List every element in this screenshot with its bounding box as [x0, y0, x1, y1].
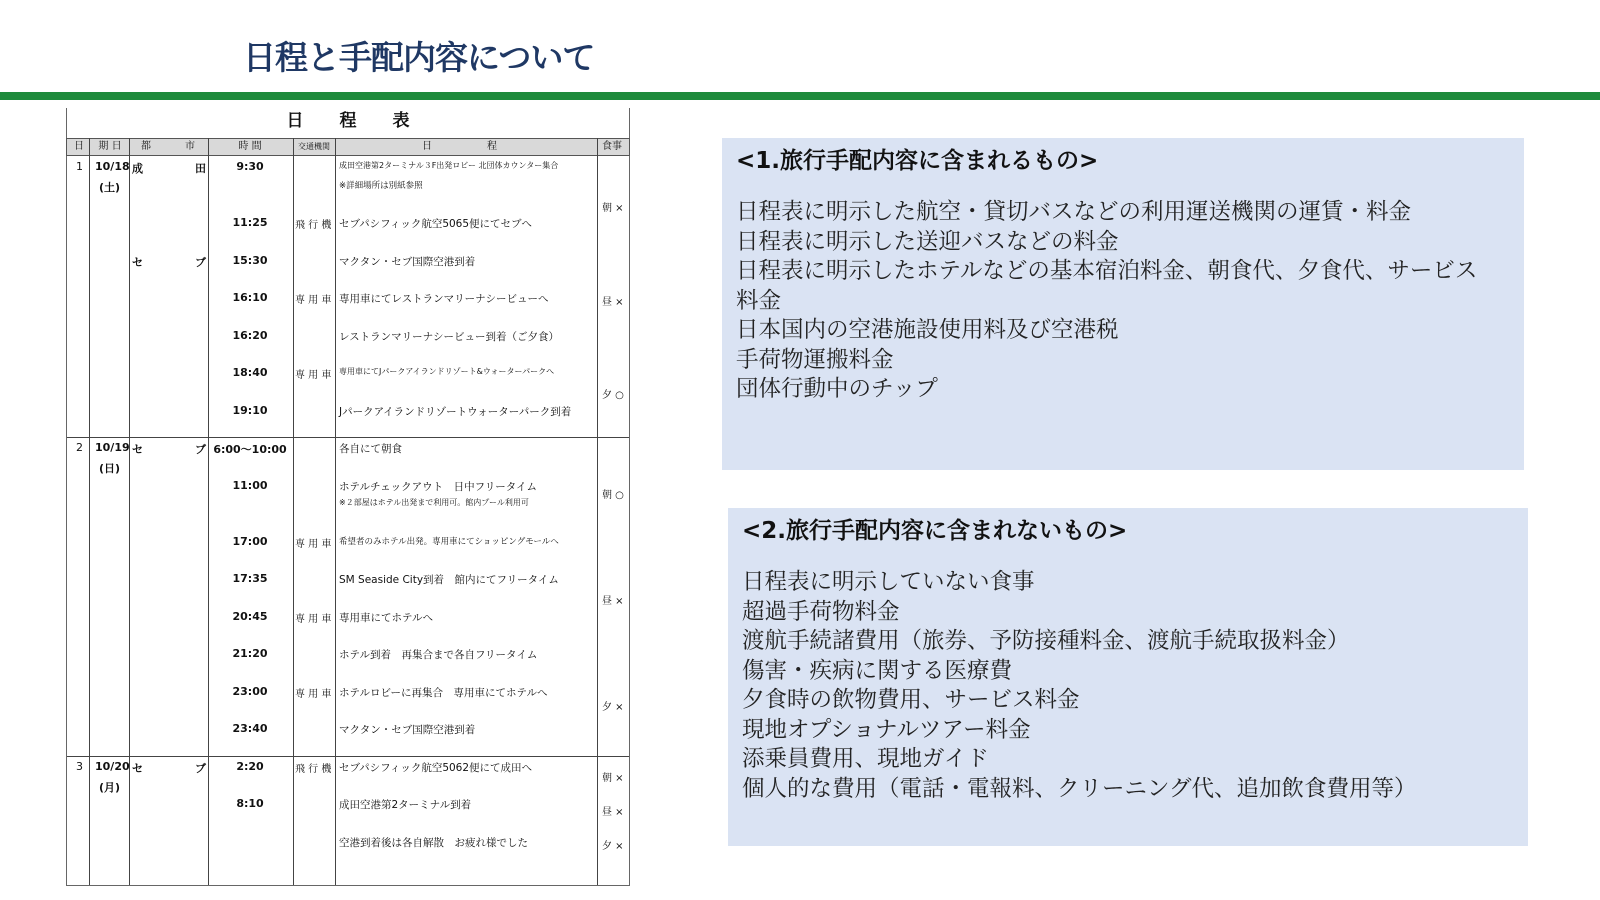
- day-divider: [67, 756, 629, 757]
- excluded-box: [728, 508, 1528, 846]
- excluded-item: 個人的な費用（電話・電報料、クリーニング代、追加飲食費用等）: [742, 775, 1417, 802]
- row-schedule-text: 成田空港第2ターミナル３F出発ロビー 北団体カウンター集合: [339, 161, 559, 170]
- row-city: ブ: [195, 443, 206, 456]
- row-time: 19:10: [232, 403, 268, 417]
- row-time: 8:10: [236, 797, 264, 810]
- row-transport: 飛 行 機: [295, 763, 332, 775]
- excluded-item: 現地オプショナルツアー料金: [742, 716, 1031, 743]
- excluded-list: [742, 568, 1417, 804]
- row-transport: 専 用 車: [295, 370, 332, 381]
- page-title: 日程と手配内容について: [243, 38, 595, 77]
- day-weekday: (土): [99, 181, 121, 194]
- included-item: 日本国内の空港施設使用料及び空港税: [736, 317, 1119, 343]
- col-divider: [293, 138, 294, 885]
- row-time: 2:20: [236, 759, 264, 773]
- excluded-item: 超過手荷物料金: [742, 598, 900, 625]
- row-transport: 専 用 車: [295, 295, 332, 306]
- row-time: 16:10: [232, 291, 268, 304]
- included-item: 日程表に明示したホテルなどの基本宿泊料金、朝食代、夕食代、サービス料金: [736, 258, 1478, 314]
- day-date: 10/20: [95, 759, 130, 773]
- row-time: 6:00～10:00: [213, 443, 287, 456]
- row-schedule-text: セブパシフィック航空5062便にて成田へ: [339, 761, 533, 774]
- meal-indicator: 朝 ×: [602, 202, 624, 214]
- row-schedule-text: レストランマリーナシービュー到着（ご夕食）: [339, 330, 559, 343]
- row-transport: 専 用 車: [295, 613, 332, 625]
- schedule-table: [66, 108, 630, 886]
- row-time: 11:00: [232, 478, 268, 492]
- header-time: 時 間: [238, 141, 262, 152]
- header-divider: [0, 92, 1600, 100]
- row-time: 21:20: [232, 647, 268, 660]
- header-meals: 食事: [602, 141, 622, 152]
- col-divider: [129, 138, 130, 885]
- row-city: セ: [132, 443, 143, 456]
- row-time: 15:30: [232, 253, 268, 267]
- included-item: 日程表に明示した航空・貸切バスなどの利用運送機関の運賃・料金: [736, 199, 1412, 225]
- row-schedule-text: 専用車にてホテルへ: [339, 611, 433, 624]
- row-schedule-text: 専用車にてJパークアイランドリゾート&ウォーターパークへ: [339, 367, 555, 376]
- excluded-heading: <2.旅行手配内容に含まれないもの>: [742, 518, 1128, 544]
- meal-indicator: 夕 ○: [602, 390, 624, 402]
- row-city: セ: [132, 761, 143, 775]
- schedule-title: 日程表: [286, 111, 446, 131]
- row-schedule-text: SM Seaside City到着 館内にてフリータイム: [339, 574, 559, 586]
- meal-indicator: 朝 ×: [602, 772, 624, 784]
- day-date: 10/18: [95, 160, 130, 173]
- row-time: 17:35: [232, 572, 268, 585]
- day-divider: [67, 437, 629, 438]
- row-time: 16:20: [232, 328, 268, 342]
- meal-indicator: 夕 ×: [602, 840, 624, 852]
- row-city: 成: [132, 162, 143, 175]
- row-schedule-text: ホテルチェックアウト 日中フリータイム: [339, 480, 538, 493]
- row-schedule-text: ホテル到着 再集合まで各自フリータイム: [339, 649, 538, 661]
- header-city-a: 都: [141, 141, 151, 152]
- day-date: 10/19: [95, 441, 130, 454]
- row-transport: 飛 行 機: [295, 220, 332, 231]
- excluded-item: 日程表に明示していない食事: [742, 569, 1035, 595]
- col-divider: [89, 138, 90, 885]
- row-time: 9:30: [236, 160, 264, 173]
- row-transport: 専 用 車: [295, 688, 332, 700]
- meal-indicator: 昼 ×: [602, 596, 624, 608]
- row-city: ブ: [195, 761, 206, 775]
- header-schedule-b: 程: [487, 141, 497, 152]
- header-transport: 交通機関: [298, 142, 330, 151]
- row-city: ブ: [195, 255, 206, 269]
- row-schedule-text: ※２部屋はホテル出発まで利用可。館内プール利用可: [339, 498, 529, 507]
- row-schedule-text: 空港到着後は各自解散 お疲れ様でした: [339, 836, 528, 849]
- meal-indicator: 朝 ○: [602, 490, 624, 502]
- included-list: [736, 198, 1496, 405]
- excluded-item: 渡航手続諸費用（旅券、予防接種料金、渡航手続取扱料金）: [742, 628, 1350, 654]
- included-item: 手荷物運搬料金: [736, 346, 894, 373]
- row-schedule-text: 成田空港第2ターミナル到着: [339, 799, 472, 811]
- included-box: [722, 138, 1524, 470]
- header-day-no: 日: [74, 141, 84, 152]
- header-date: 期 日: [98, 141, 122, 152]
- row-city: セ: [132, 255, 143, 269]
- row-time: 17:00: [232, 534, 268, 548]
- row-schedule-text: マクタン・セブ国際空港到着: [339, 724, 476, 736]
- row-time: 18:40: [232, 366, 268, 379]
- row-schedule-text: 専用車にてレストランマリーナシービューへ: [339, 293, 549, 305]
- row-schedule-text: 各自にて朝食: [339, 443, 402, 455]
- row-schedule-text: 希望者のみホテル出発。専用車にてショッピングモールへ: [339, 536, 559, 547]
- row-schedule-text: セブパシフィック航空5065便にてセブへ: [339, 218, 532, 230]
- col-divider: [335, 138, 336, 885]
- row-schedule-text: Jパークアイランドリゾートウォーターパーク到着: [339, 405, 572, 418]
- row-schedule-text: ホテルロビーに再集合 専用車にてホテルへ: [339, 686, 548, 699]
- day-number: 3: [76, 759, 83, 773]
- excluded-item: 添乗員費用、現地ガイド: [742, 746, 989, 772]
- day-weekday: (日): [99, 462, 121, 475]
- header-city-b: 市: [185, 141, 195, 152]
- col-divider: [208, 138, 209, 885]
- included-item: 日程表に明示した送迎バスなどの料金: [736, 228, 1119, 255]
- col-divider: [597, 138, 598, 885]
- row-transport: 専 用 車: [295, 538, 332, 550]
- row-city: 田: [195, 162, 206, 175]
- meal-indicator: 夕 ×: [602, 702, 624, 714]
- row-schedule-text: マクタン・セブ国際空港到着: [339, 255, 476, 268]
- row-time: 20:45: [232, 609, 268, 623]
- included-item: 団体行動中のチップ: [736, 376, 938, 402]
- included-heading: <1.旅行手配内容に含まれるもの>: [736, 148, 1099, 174]
- row-time: 23:00: [232, 684, 268, 698]
- row-time: 11:25: [232, 216, 268, 229]
- excluded-item: 夕食時の飲物費用、サービス料金: [742, 687, 1080, 713]
- meal-indicator: 昼 ×: [602, 806, 624, 818]
- excluded-item: 傷害・疾病に関する医療費: [742, 657, 1013, 684]
- meal-indicator: 昼 ×: [602, 296, 624, 308]
- day-number: 2: [76, 441, 83, 454]
- day-weekday: (月): [99, 780, 121, 794]
- header-schedule-a: 日: [422, 141, 432, 152]
- schedule-header-row: [66, 138, 630, 156]
- row-schedule-text: ※詳細場所は別紙参照: [339, 180, 423, 191]
- row-time: 23:40: [232, 722, 268, 735]
- day-number: 1: [76, 160, 83, 173]
